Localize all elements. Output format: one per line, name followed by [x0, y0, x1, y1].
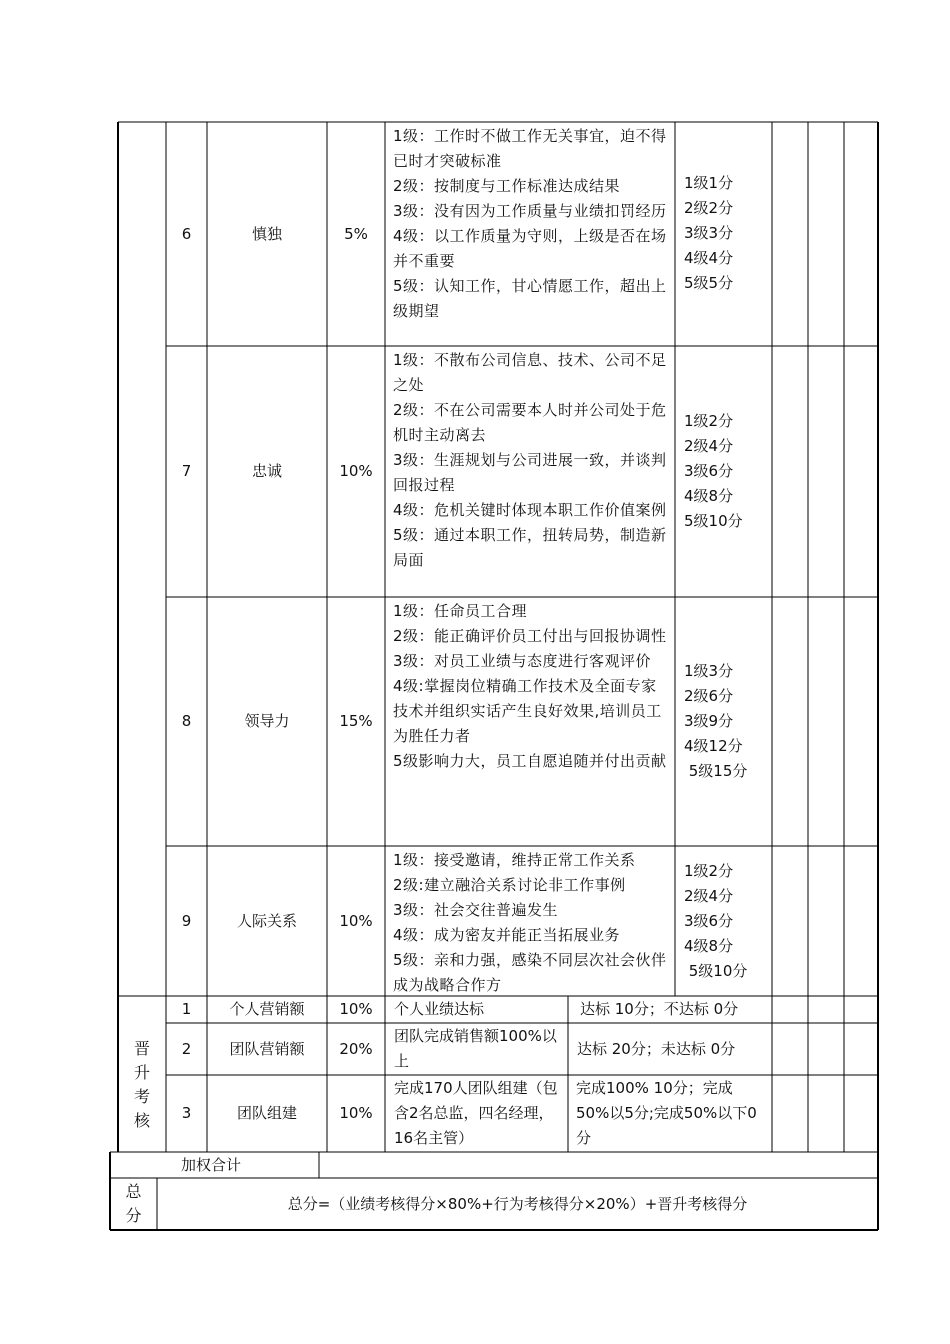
score-level: 4级8分	[684, 937, 734, 955]
criteria-level: 2级：能正确评价员工付出与回报协调性	[393, 627, 667, 645]
promotion-target: 个人业绩达标	[394, 1000, 485, 1018]
score-level: 3级3分	[684, 224, 734, 242]
score-level: 2级6分	[684, 687, 734, 705]
promotion-name: 个人营销额	[229, 1000, 305, 1018]
criteria-level: 4级：成为密友并能正当拓展业务	[393, 926, 621, 944]
score-level: 4级4分	[684, 249, 734, 267]
criteria-level: 1级：任命员工合理	[393, 602, 528, 620]
item-criteria	[385, 122, 675, 346]
item-number: 7	[181, 462, 192, 480]
score-level: 5级10分	[684, 512, 743, 530]
item-number: 8	[181, 712, 192, 730]
item-weight: 5%	[344, 224, 368, 243]
promotion-scoring: 达标 10分；不达标 0分	[580, 1000, 739, 1018]
promotion-target: 完成170人团队组建（包含2名总监，四名经理，16名主管）	[394, 1079, 558, 1147]
score-level: 4级8分	[684, 487, 734, 505]
score-level: 2级2分	[684, 199, 734, 217]
criteria-level: 2级：按制度与工作标准达成结果	[393, 177, 621, 195]
criteria-level: 3级：对员工业绩与态度进行客观评价	[393, 652, 652, 670]
promotion-name: 团队组建	[236, 1104, 297, 1122]
item-scores	[675, 846, 772, 996]
score-level: 4级12分	[684, 737, 743, 755]
score-level: 3级6分	[684, 462, 734, 480]
item-name: 人际关系	[236, 911, 297, 930]
promotion-weight: 10%	[339, 1104, 373, 1122]
item-number: 6	[181, 224, 192, 243]
total-label-char: 分	[125, 1206, 142, 1225]
promotion-scoring: 完成100% 10分；完成50%以5分;完成50%以下0分	[576, 1079, 757, 1147]
promotion-number: 1	[181, 1000, 192, 1018]
item-scores	[675, 122, 772, 346]
item-name: 领导力	[244, 712, 290, 730]
criteria-level: 4级：以工作质量为守则，上级是否在场并不重要	[393, 227, 667, 270]
score-level: 3级6分	[684, 912, 734, 930]
score-level: 1级2分	[684, 412, 734, 430]
criteria-level: 3级：没有因为工作质量与业绩扣罚经历	[393, 202, 667, 220]
category-char: 考	[133, 1087, 150, 1106]
score-level: 5级15分	[684, 762, 748, 780]
item-name: 忠诚	[251, 462, 282, 480]
criteria-level: 5级影响力大，员工自愿追随并付出贡献	[393, 752, 667, 770]
category-char: 晋	[133, 1039, 150, 1058]
score-level: 5级10分	[684, 962, 748, 980]
category-char: 升	[133, 1063, 150, 1082]
criteria-level: 5级：亲和力强，感染不同层次社会伙伴成为战略合作方	[393, 951, 667, 994]
weighted-total-value	[319, 1152, 878, 1178]
criteria-level: 3级：生涯规划与公司进展一致，并谈判回报过程	[393, 451, 667, 494]
criteria-level: 5级：认知工作，甘心情愿工作，超出上级期望	[393, 277, 667, 320]
promotion-number: 2	[181, 1039, 192, 1058]
score-level: 2级4分	[684, 437, 734, 455]
promotion-weight: 20%	[339, 1039, 373, 1058]
promotion-category-label	[118, 1040, 166, 1130]
promotion-number: 3	[181, 1104, 192, 1122]
item-criteria	[385, 346, 675, 597]
item-scores	[675, 597, 772, 846]
score-level: 1级2分	[684, 862, 734, 880]
score-level: 1级1分	[684, 174, 734, 192]
criteria-level: 1级：不散布公司信息、技术、公司不足之处	[393, 351, 667, 394]
total-label-char: 总	[125, 1182, 142, 1201]
criteria-level: 5级：通过本职工作，扭转局势，制造新局面	[393, 526, 667, 569]
weighted-total-label: 加权合计	[181, 1156, 242, 1174]
score-level: 2级4分	[684, 887, 734, 905]
promotion-weight: 10%	[339, 1000, 373, 1018]
criteria-level: 3级：社会交往普遍发生	[393, 901, 559, 919]
promotion-target: 团队完成销售额100%以上	[394, 1027, 557, 1070]
promotion-scoring: 达标 20分；未达标 0分	[577, 1040, 736, 1058]
item-weight: 15%	[339, 712, 373, 730]
item-weight: 10%	[339, 462, 373, 480]
criteria-level: 1级：接受邀请，维持正常工作关系	[393, 851, 636, 869]
item-scores	[675, 346, 772, 597]
score-level: 1级3分	[684, 662, 734, 680]
total-label	[110, 1178, 157, 1230]
criteria-level: 4级:掌握岗位精确工作技术及全面专家技术并组织实话产生良好效果,培训员工为胜任力者	[393, 677, 662, 745]
score-level: 3级9分	[684, 712, 734, 730]
item-criteria	[385, 846, 675, 996]
criteria-level: 1级：工作时不做工作无关事宜，迫不得已时才突破标准	[393, 127, 667, 170]
category-char: 核	[133, 1111, 150, 1130]
item-weight: 10%	[339, 911, 373, 930]
criteria-level: 2级：不在公司需要本人时并公司处于危机时主动离去	[393, 401, 667, 444]
score-level: 5级5分	[684, 274, 734, 292]
criteria-level: 4级：危机关键时体现本职工作价值案例	[393, 501, 667, 519]
item-name: 慎独	[251, 224, 282, 243]
criteria-level: 2级:建立融洽关系讨论非工作事例	[393, 876, 626, 894]
promotion-name: 团队营销额	[229, 1039, 305, 1058]
item-number: 9	[181, 911, 192, 930]
item-criteria	[385, 597, 675, 846]
total-formula: 总分=（业绩考核得分×80%+行为考核得分×20%）+晋升考核得分	[287, 1194, 748, 1213]
